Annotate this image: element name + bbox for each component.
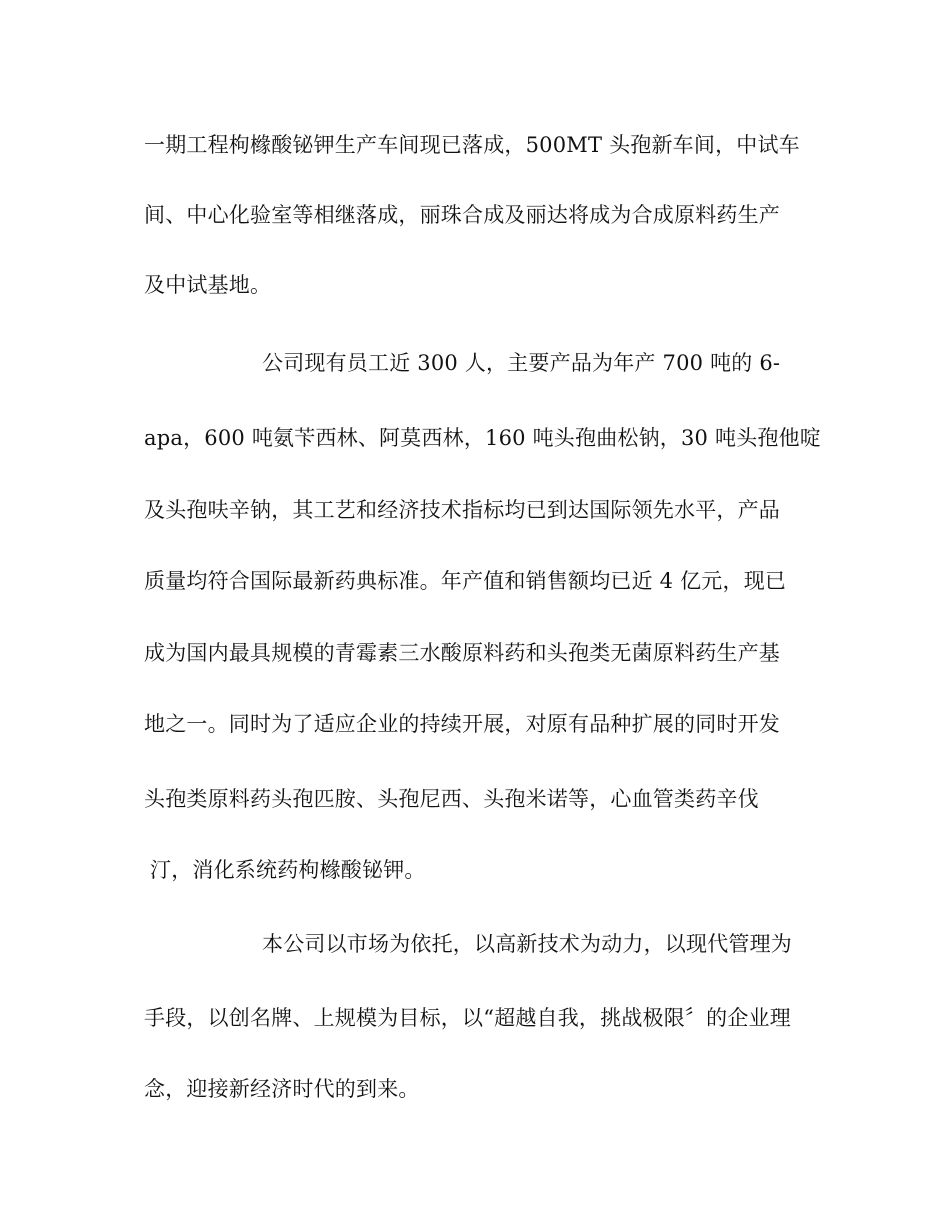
paragraph-1-line-1: 一期工程枸橼酸铋钾生产车间现已落成，500MT 头孢新车间，中试车 bbox=[144, 133, 800, 157]
paragraph-3-line-1: 本公司以市场为依托，以高新技术为动力，以现代管理为 bbox=[262, 932, 792, 956]
paragraph-2-line-6: 地之一。同时为了适应企业的持续开展，对原有品种扩展的同时开发 bbox=[144, 712, 780, 736]
paragraph-1-line-2: 间、中心化验室等相继落成，丽珠合成及丽达将成为合成原料药生产 bbox=[144, 203, 780, 227]
paragraph-2-line-4: 质量均符合国际最新药典标准。年产值和销售额均已近 4 亿元，现已 bbox=[144, 569, 787, 593]
paragraph-2-line-7: 头孢类原料药头孢匹胺、头孢尼西、头孢米诺等，心血管类药辛伐 bbox=[144, 787, 759, 811]
paragraph-1-line-3: 及中试基地。 bbox=[144, 273, 272, 297]
paragraph-2-line-3: 及头孢呋辛钠，其工艺和经济技术指标均已到达国际领先水平，产品 bbox=[144, 498, 780, 522]
paragraph-2-line-1: 公司现有员工近 300 人，主要产品为年产 700 吨的 6- bbox=[262, 351, 781, 375]
paragraph-2-line-8: 汀，消化系统药枸橼酸铋钾。 bbox=[150, 858, 426, 882]
paragraph-3-line-2: 手段，以创名牌、上规模为目标，以“超越自我，挑战极限〞的企业理 bbox=[144, 1006, 791, 1030]
paragraph-3-line-3: 念，迎接新经济时代的到来。 bbox=[144, 1077, 420, 1101]
paragraph-2-line-2: apa，600 吨氨苄西林、阿莫西林，160 吨头孢曲松钠，30 吨头孢他啶 bbox=[144, 426, 821, 450]
paragraph-2-line-5: 成为国内最具规模的青霉素三水酸原料药和头孢类无菌原料药生产基 bbox=[144, 641, 780, 665]
